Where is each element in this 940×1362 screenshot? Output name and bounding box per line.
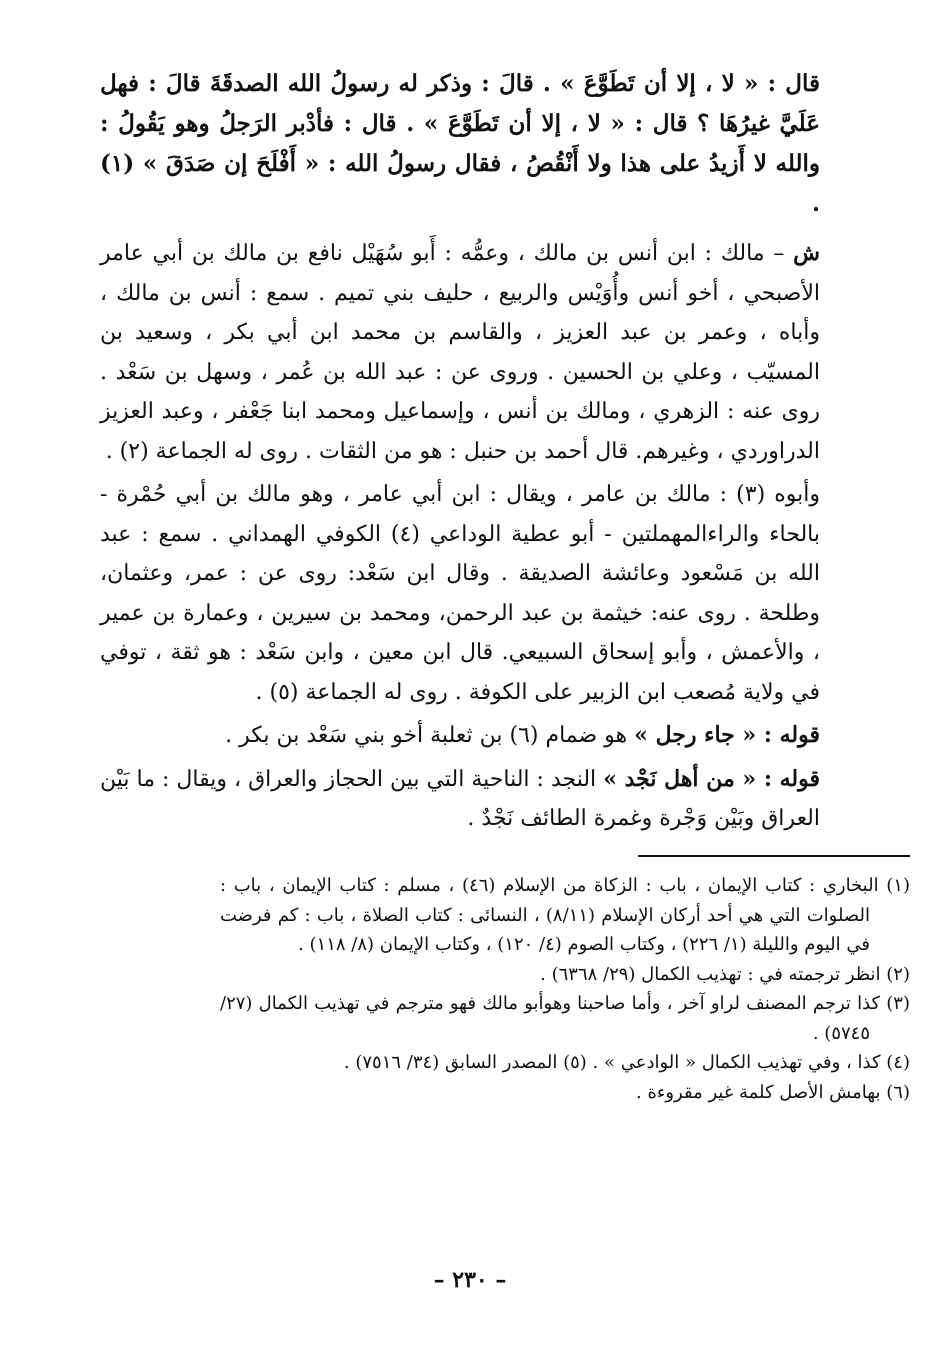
sharh-malik-text: – مالك : ابن أنس بن مالك ، وعمُّه : أَبو سُهَيْل نافع بن مالك بن أبي عامر الأصبحي ، أخو أنس وأُوَيْس والربيع ، حليف بني تميم . سمع : أنس بن مالك ، وأباه ، وعمر بن عبد العزيز ، والقاسم بن محمد ابن أبي بكر ، وسعيد بن المسيّب ، وعلي بن الحسين . وروى عن : عبد الله بن عُمر ، وسهل بن سَعْد . روى عنه : الزهري ، ومالك بن أنس ، وإسماعيل ومحمد ابنا جَعْفر ، وعبد العزيز الدراوردي ، وغيرهم. قال أحمد بن حنبل : هو من الثقات . روى له الجماعة (٢) .: [100, 241, 820, 464]
sharh-malik-paragraph: [100, 234, 820, 471]
footnote-separator: [638, 855, 910, 857]
hadith-text: قال : « لا ، إلا أن تَطَوَّعَ » . قالَ : وذكر له رسولُ الله الصدقَةَ قالَ : فهل عَلَيَّ غيرُهَا ؟ قال : « لا ، إلا أن تَطَوَّعَ » . قال : فأدْبر الرَجلُ وهو يَقُولُ : والله لا أَزيدُ على هذا ولا أَنْقُصُ ، فقال رسولُ الله : « أَفْلَحَ إن صَدَقَ » (١) .: [100, 70, 820, 217]
footnote-4-5: (٤) كذا ، وفي تهذيب الكمال « الوادعي » . (٥) المصدر السابق (٣٤/ ٧٥١٦) .: [343, 1052, 910, 1073]
footnote-3: (٣) كذا ترجم المصنف لراو آخر ، وأما صاحبنا وهوأبو مالك فهو مترجم في تهذيب الكمال (٢٧/ ٥٧٤٥) .: [220, 993, 910, 1044]
page-body: [100, 64, 820, 839]
footnotes: [220, 871, 910, 1107]
qawluhu-rajul-paragraph: [100, 716, 820, 756]
footnote-1: (١) البخاري : كتاب الإيمان ، باب : الزكاة من الإسلام (٤٦) ، مسلم : كتاب الإيمان ، باب : الصلوات التي هي أحد أركان الإسلام (٨/١١) ، النسائى : كتاب الصلاة ، باب : كم فرضت في اليوم والليلة (١/ ٢٢٦) ، وكتاب الصوم (٤/ ١٢٠) ، وكتاب الإيمان (٨/ ١١٨) .: [220, 875, 910, 955]
page-number: – ٢٣٠ –: [433, 1267, 507, 1293]
qawluhu-najd-paragraph: [100, 760, 820, 839]
qawluhu-rajul-text: هو ضمام (٦) بن ثعلبة أخو بني سَعْد بن بكر .: [225, 723, 635, 748]
footnote-6: (٦) بهامش الأصل كلمة غير مقروءة .: [636, 1081, 910, 1103]
qawluhu-najd-text: النجد : الناحية التي بين الحجاز والعراق ، ويقال : ما بَيْن العراق وبَيْن وَجْرة وغمرة الطائف نَجْدٌ .: [100, 766, 820, 831]
sharh-marker: ش: [793, 240, 820, 266]
qawluhu-rajul-lead: قوله : « جاء رجل »: [634, 722, 820, 748]
abuhu-paragraph: وأبوه (٣) : مالك بن عامر ، ويقال : ابن أبي عامر ، وهو مالك بن أبي حُمْرة - بالحاء والراءالمهملتين - أبو عطية الوداعي (٤) الكوفي الهمداني . سمع : عبد الله بن مَسْعود وعائشة الصديقة . وقال ابن سَعْد: روى عن : عمر، وعثمان، وطلحة . روى عنه: خيثمة بن عبد الرحمن، ومحمد بن سيرين ، وعمارة بن عمير ، والأعمش ، وأبو إسحاق السبيعي. قال ابن معين ، وابن سَعْد : هو ثقة ، توفي في ولاية مُصعب ابن الزبير على الكوفة . روى له الجماعة (٥) .: [100, 482, 820, 705]
footnote-2: (٢) انظر ترجمته في : تهذيب الكمال (٢٩/ ٦٣٦٨) .: [540, 963, 910, 985]
qawluhu-najd-lead: قوله : « من أهل نَجْد »: [603, 765, 821, 792]
main-text: [100, 64, 820, 839]
